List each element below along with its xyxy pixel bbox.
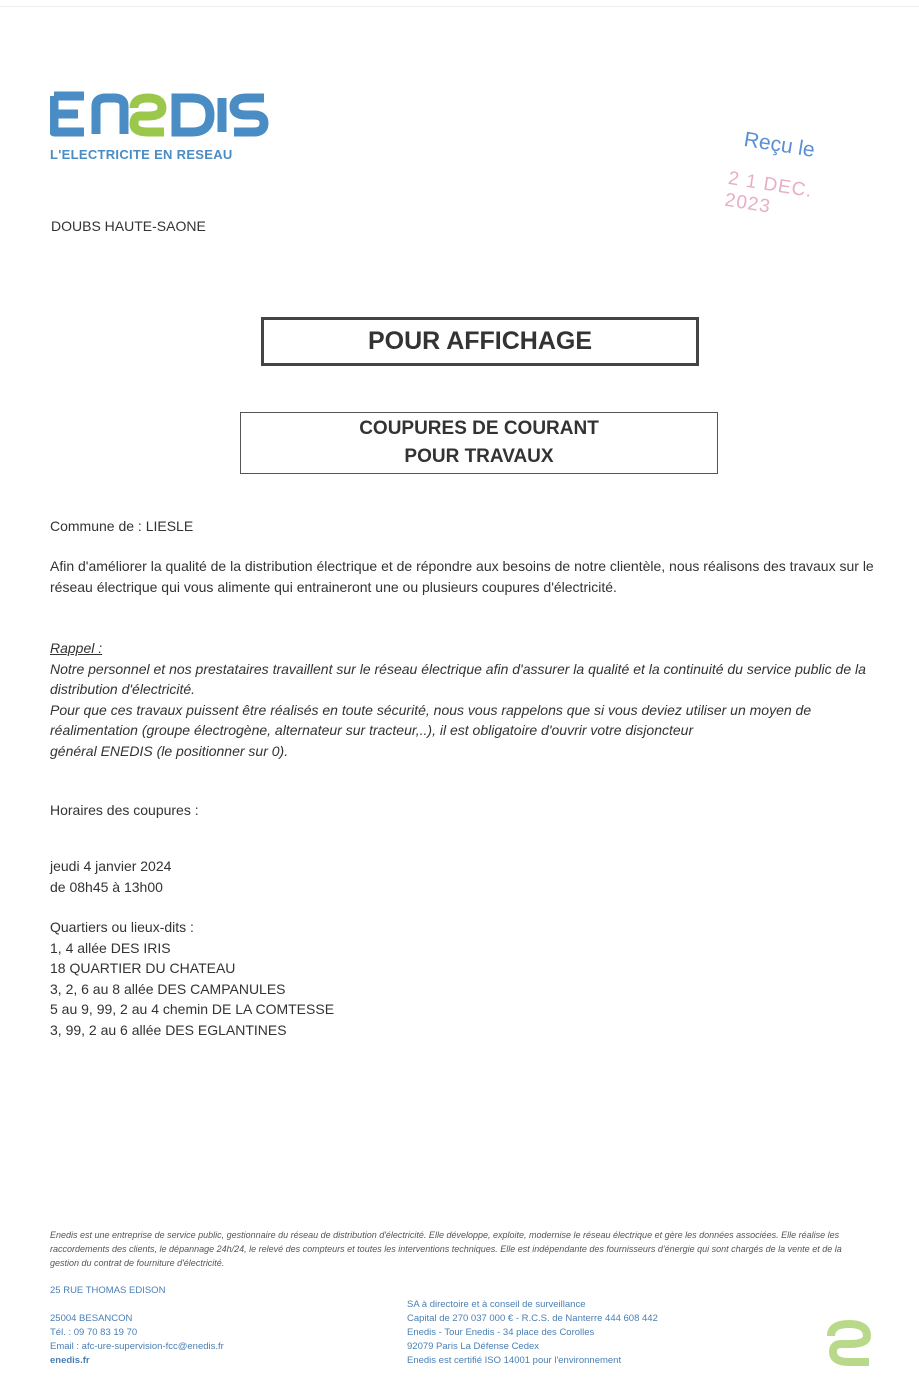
outage-schedule xyxy=(50,856,171,897)
rappel-section xyxy=(50,638,880,761)
enedis-small-logo-icon xyxy=(825,1320,873,1366)
stamp-date: 2 1 DEC. 2023 xyxy=(723,168,815,218)
footer-address-line2: 25004 BESANCON xyxy=(50,1313,133,1324)
location-item: 1, 4 allée DES IRIS xyxy=(50,939,171,956)
footer-legal-line: 92079 Paris La Défense Cedex xyxy=(407,1341,540,1352)
enedis-logo xyxy=(50,88,270,138)
footer-website: enedis.fr xyxy=(50,1355,90,1366)
notice-subtitle-line2: POUR TRAVAUX xyxy=(404,446,554,467)
logo-tagline: L'ELECTRICITE EN RESEAU xyxy=(50,147,233,162)
received-stamp xyxy=(722,128,852,228)
notice-subtitle-box xyxy=(240,412,718,474)
footer-legal xyxy=(407,1298,658,1368)
rappel-paragraph-1: Notre personnel et nos prestataires travaillent sur le réseau électrique afin d'assurer la qualité et la continuité du service public de la distribution d'électricité. xyxy=(50,660,866,697)
location-item: 3, 2, 6 au 8 allée DES CAMPANULES xyxy=(50,980,286,997)
locations-section xyxy=(50,917,334,1040)
notice-title-box xyxy=(261,317,699,366)
locations-label: Quartiers ou lieux-dits : xyxy=(50,919,194,935)
outage-time: de 08h45 à 13h00 xyxy=(50,878,163,895)
region-label: DOUBS HAUTE-SAONE xyxy=(51,218,206,234)
rappel-paragraph-2: Pour que ces travaux puissent être réalisés en toute sécurité, nous vous rappelons que si vous deviez utiliser un moyen de réalimentation (groupe électrogène, alternateur sur tracteur,..), il est obligatoire d'ouvrir votre disjoncteur xyxy=(50,701,812,738)
location-item: 18 QUARTIER DU CHATEAU xyxy=(50,960,236,976)
rappel-paragraph-2-end: général ENEDIS (le positionner sur 0). xyxy=(50,742,289,759)
footer-legal-line: Enedis est certifié ISO 14001 pour l'environnement xyxy=(407,1355,622,1366)
commune-label: Commune de : LIESLE xyxy=(50,518,194,534)
footer-phone: Tél. : 09 70 83 19 70 xyxy=(50,1327,138,1338)
footer-email: Email : afc-ure-supervision-fcc@enedis.fr xyxy=(50,1341,224,1352)
location-item: 3, 99, 2 au 6 allée DES EGLANTINES xyxy=(50,1021,287,1038)
footer-legal-line: Capital de 270 037 000 € - R.C.S. de Nanterre 444 608 442 xyxy=(407,1313,658,1324)
stamp-label: Reçu le xyxy=(742,128,817,162)
location-item: 5 au 9, 99, 2 au 4 chemin DE LA COMTESSE xyxy=(50,1001,335,1017)
footer-address-line1: 25 RUE THOMAS EDISON xyxy=(50,1285,166,1296)
notice-subtitle-line1: COUPURES DE COURANT xyxy=(359,418,599,439)
rappel-title: Rappel : xyxy=(50,640,103,656)
notice-title: POUR AFFICHAGE xyxy=(367,327,593,355)
intro-paragraph: Afin d'améliorer la qualité de la distribution électrique et de répondre aux besoins de notre clientèle, nous réalisons des travaux sur le réseau électrique qui vous alimente qui entraineront une ou plusieurs coupures d'électricité. xyxy=(50,558,874,595)
footer-contact xyxy=(50,1284,224,1368)
horaires-label: Horaires des coupures : xyxy=(50,802,199,818)
footer-legal-line: SA à directoire et à conseil de surveillance xyxy=(407,1299,586,1310)
scan-edge-line xyxy=(0,6,919,7)
footer-company-note: Enedis est une entreprise de service public, gestionnaire du réseau de distribution d'électricité. Elle développe, exploite, modernise le réseau électrique et gère les données associées. Elle réalise les raccordements des clients, le dépannage 24h/24, le relevé des compteurs et toutes les interventions techniques. Elle est indépendante des fournisseurs d'énergie qui sont chargés de la vente et de la gestion du contrat de fourniture d'électricité. xyxy=(50,1230,842,1268)
outage-date: jeudi 4 janvier 2024 xyxy=(50,858,172,874)
footer-legal-line: Enedis - Tour Enedis - 34 place des Corolles xyxy=(407,1327,595,1338)
